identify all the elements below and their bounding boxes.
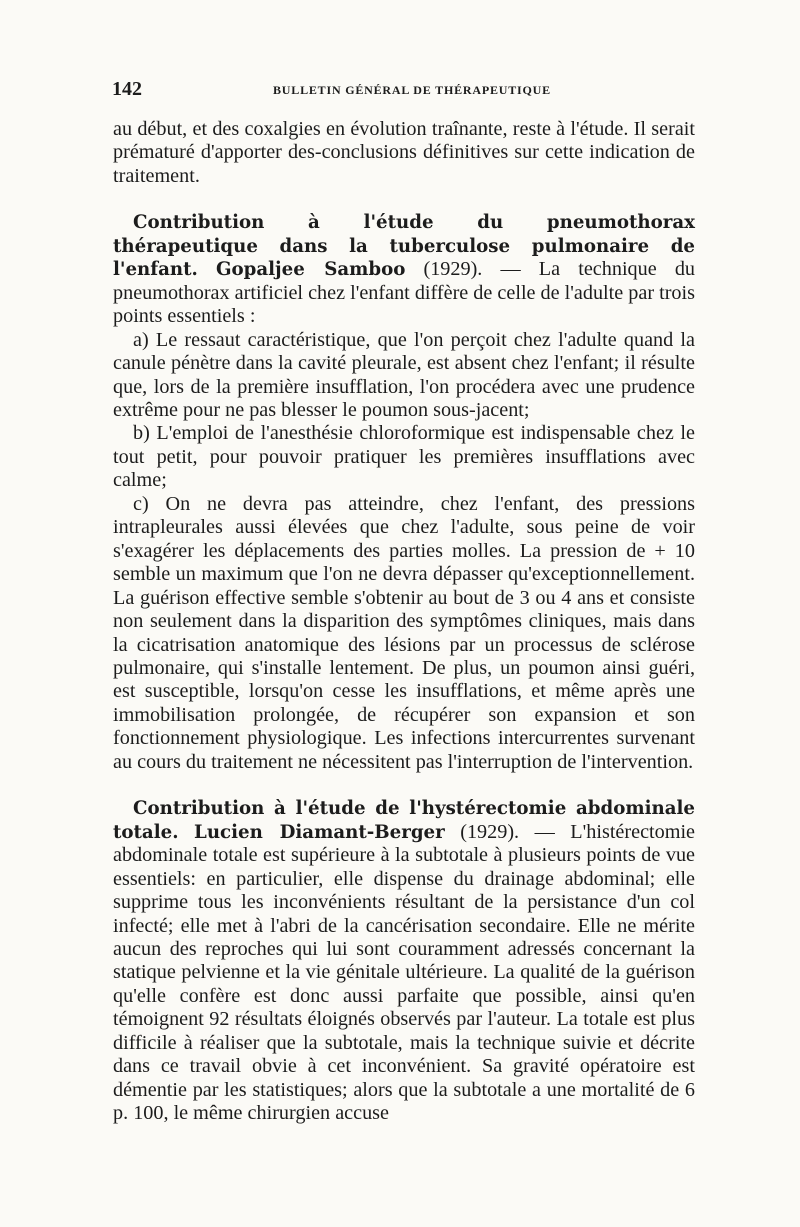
article-2-text: — L'histérectomie abdominale totale est supérieure à la subtotale à plusieurs points de vue essentiels: en particulier, elle dispense du drainage abdominal; elle supprime tous les inconvénients résultant de la persistance d'un col infecté; elle met à l'abri de la cancérisation secondaire. Elle ne mérite aucun des reproches qui lui sont couramment adressés concernant la statique pelvienne et la vie génitale ultérieure. La qualité de la guérison qu'elle confère est donc aussi parfaite que possible, ainsi qu'en témoignent 92 résultats éloignés observés par l'auteur. La totale est plus difficile à réaliser que la subtotale, mais la technique suivie et décrite dans ce travail obvie à cet inconvénient. Sa gravité opératoire est démentie par les statistiques; alors que la subtotale a une mortalité de 6 p. 100, le même chirurgien accuse	[113, 820, 696, 1125]
page-number: 142	[112, 78, 142, 100]
article-1-item-a: a) Le ressaut caractéristique, que l'on perçoit chez l'adulte quand la canule pénètre dans la cavité pleurale, est absent chez l'enfant; il résulte que, lors de la première insufflation, l'on procédera avec une prudence extrême pour ne pas blesser le poumon sous-jacent;	[113, 328, 695, 421]
intro-paragraph: au début, et des coxalgies en évolution traînante, reste à l'étude. Il serait prématuré d'apporter des-conclusions définitives sur cette indication de traitement.	[113, 118, 695, 187]
article-1-item-b: b) L'emploi de l'anesthésie chloroformique est indispensable chez le tout petit, pour pouvoir pratiquer les premières insufflations avec calme;	[113, 422, 695, 492]
page-body	[113, 118, 695, 1126]
article-1-heading-paragraph	[113, 211, 695, 328]
article-1-year: (1929).	[423, 258, 483, 281]
page-header	[108, 78, 693, 102]
running-head: BULLETIN GÉNÉRAL DE THÉRAPEUTIQUE	[273, 83, 551, 97]
article-1-item-c: c) On ne devra pas atteindre, chez l'enfant, des pressions intrapleurales aussi élevées que chez l'adulte, sous peine de voir s'exagérer les déplacements des parties molles. La pression de + 10 semble un maximum que l'on ne devra dépasser qu'exceptionnellement. La guérison effective semble s'obtenir au bout de 3 ou 4 ans et consiste non seulement dans la disparition des symptômes cliniques, mais dans la cicatrisation anatomique des lésions par un processus de sclérose pulmonaire, qui s'installe lentement. De plus, un poumon ainsi guéri, est susceptible, lorsqu'on cesse les insufflations, et même après une immobilisation prolongée, de récupérer son expansion et son fonctionnement physiologique. Les infections intercurrentes survenant au cours du traitement ne nécessitent pas l'interruption de l'intervention.	[113, 492, 695, 773]
article-2-year: (1929).	[460, 820, 520, 843]
article-2-paragraph	[113, 797, 695, 1125]
article-2-author: Lucien Diamant-Berger	[194, 821, 445, 843]
article-1-author: Gopaljee Samboo	[215, 259, 406, 281]
article-1-lead: — La technique du pneumothorax artificiel chez l'enfant diffère de celle de l'adulte par trois points essentiels :	[113, 258, 696, 328]
article-2-title: Contribution à l'étude de l'hystérectomie abdominale totale.	[113, 798, 695, 843]
article-1-title: Contribution à l'étude du pneumothorax thérapeutique dans la tuberculose pulmonaire de l'enfant.	[113, 212, 695, 281]
